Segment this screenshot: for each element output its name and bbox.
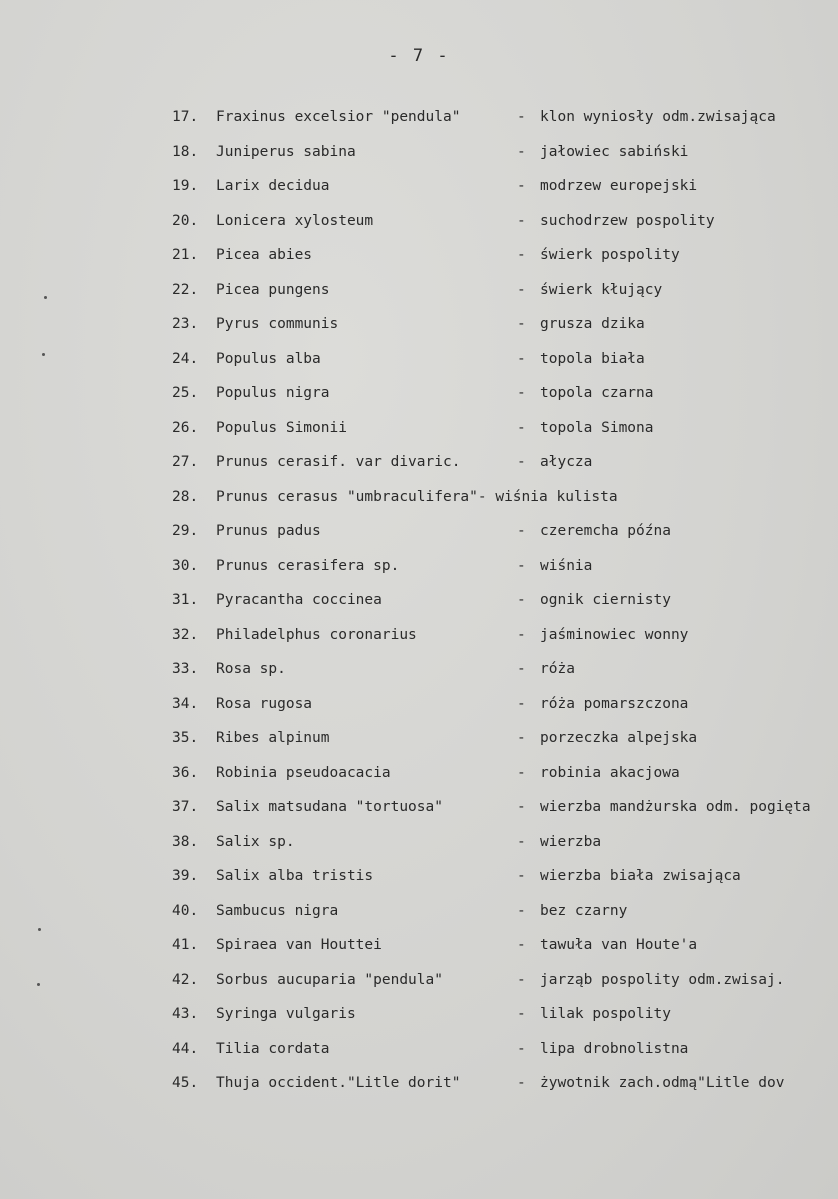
latin-name: Picea pungens [216, 281, 330, 298]
separator-dash: - [517, 109, 526, 125]
separator-dash: - [517, 937, 526, 953]
latin-name: Prunus cerasus "umbraculifera"- wiśnia kulista [216, 488, 618, 505]
latin-name: Larix decidua [216, 178, 330, 194]
latin-name: Fraxinus excelsior "pendula" [216, 109, 461, 125]
separator-dash: - [517, 178, 526, 194]
separator-dash: - [517, 661, 526, 677]
separator-dash: - [517, 281, 526, 298]
latin-name: Salix matsudana "tortuosa" [216, 799, 443, 815]
margin-mark [37, 983, 40, 986]
entry-number: 35. [172, 730, 199, 746]
separator-dash: - [517, 316, 526, 332]
entry-number: 33. [172, 661, 199, 677]
page-number: - 7 - [388, 46, 450, 66]
list-item [0, 212, 838, 247]
separator-dash: - [517, 695, 526, 712]
list-item [0, 1074, 838, 1109]
entry-number: 42. [172, 971, 199, 988]
separator-dash: - [517, 868, 526, 884]
list-item [0, 867, 838, 902]
latin-name: Syringa vulgaris [216, 1006, 356, 1022]
latin-name: Tilia cordata [216, 1040, 330, 1057]
polish-name: tawuła van Houte'a [540, 937, 698, 953]
list-item [0, 384, 838, 419]
separator-dash: - [517, 557, 526, 574]
separator-dash: - [517, 902, 526, 919]
list-item [0, 764, 838, 799]
entry-number: 40. [172, 902, 199, 919]
entry-number: 36. [172, 764, 199, 781]
latin-name: Philadelphus coronarius [216, 626, 417, 643]
list-item [0, 315, 838, 350]
list-item [0, 971, 838, 1006]
latin-name: Salix sp. [216, 833, 295, 850]
list-item [0, 591, 838, 626]
latin-name: Pyrus communis [216, 316, 339, 332]
entry-number: 24. [172, 350, 199, 367]
margin-mark [38, 928, 41, 931]
entry-number: 17. [172, 109, 199, 125]
latin-name: Pyracantha coccinea [216, 592, 382, 608]
polish-name: róża [540, 661, 575, 677]
list-item [0, 419, 838, 454]
latin-name: Lonicera xylosteum [216, 212, 374, 229]
latin-name: Populus Simonii [216, 419, 347, 436]
entry-number: 20. [172, 212, 199, 229]
entry-number: 29. [172, 523, 199, 539]
margin-mark [42, 353, 45, 356]
entry-number: 30. [172, 557, 199, 574]
polish-name: czeremcha późna [540, 523, 671, 539]
separator-dash: - [517, 247, 526, 263]
separator-dash: - [517, 971, 526, 988]
latin-name: Rosa rugosa [216, 695, 313, 712]
polish-name: wierzba biała zwisająca [540, 868, 741, 884]
latin-name: Robinia pseudoacacia [216, 764, 391, 781]
entry-number: 18. [172, 143, 199, 160]
list-item [0, 936, 838, 971]
list-item [0, 1040, 838, 1075]
polish-name: modrzew europejski [540, 178, 698, 194]
polish-name: żywotnik zach.odmą"Litle dov [540, 1075, 785, 1091]
polish-name: wiśnia [540, 557, 593, 574]
list-item [0, 660, 838, 695]
entry-number: 37. [172, 799, 199, 815]
list-item [0, 108, 838, 143]
polish-name: wierzba mandżurska odm. pogięta [540, 799, 811, 815]
polish-name: lipa drobnolistna [540, 1040, 689, 1057]
polish-name: jarząb pospolity odm.zwisaj. [540, 971, 785, 988]
list-item [0, 1005, 838, 1040]
entry-number: 39. [172, 868, 199, 884]
latin-name: Prunus padus [216, 523, 321, 539]
polish-name: topola czarna [540, 385, 654, 401]
latin-name: Populus nigra [216, 385, 330, 401]
polish-name: robinia akacjowa [540, 764, 680, 781]
list-item [0, 453, 838, 488]
latin-name: Juniperus sabina [216, 143, 356, 160]
latin-name: Populus alba [216, 350, 321, 367]
list-item [0, 833, 838, 868]
list-item [0, 695, 838, 730]
list-item [0, 177, 838, 212]
latin-name: Picea abies [216, 247, 313, 263]
latin-name: Prunus cerasif. var divaric. [216, 454, 461, 470]
latin-name: Thuja occident."Litle dorit" [216, 1075, 461, 1091]
list-item [0, 557, 838, 592]
species-list [0, 108, 838, 1109]
separator-dash: - [517, 799, 526, 815]
entry-number: 22. [172, 281, 199, 298]
entry-number: 45. [172, 1075, 199, 1091]
separator-dash: - [517, 626, 526, 643]
list-item [0, 798, 838, 833]
entry-number: 28. [172, 488, 199, 505]
entry-number: 34. [172, 695, 199, 712]
separator-dash: - [517, 1006, 526, 1022]
polish-name: ognik ciernisty [540, 592, 671, 608]
polish-name: suchodrzew pospolity [540, 212, 715, 229]
polish-name: porzeczka alpejska [540, 730, 698, 746]
entry-number: 26. [172, 419, 199, 436]
separator-dash: - [517, 523, 526, 539]
polish-name: wierzba [540, 833, 602, 850]
list-item [0, 488, 838, 523]
separator-dash: - [517, 350, 526, 367]
list-item [0, 729, 838, 764]
entry-number: 25. [172, 385, 199, 401]
polish-name: świerk kłujący [540, 281, 663, 298]
latin-name: Rosa sp. [216, 661, 286, 677]
separator-dash: - [517, 833, 526, 850]
entry-number: 31. [172, 592, 199, 608]
list-item [0, 902, 838, 937]
separator-dash: - [517, 764, 526, 781]
separator-dash: - [517, 592, 526, 608]
list-item [0, 626, 838, 661]
separator-dash: - [517, 212, 526, 229]
list-item [0, 522, 838, 557]
list-item [0, 143, 838, 178]
entry-number: 43. [172, 1006, 199, 1022]
entry-number: 32. [172, 626, 199, 643]
polish-name: lilak pospolity [540, 1006, 671, 1022]
list-item [0, 246, 838, 281]
separator-dash: - [517, 143, 526, 160]
latin-name: Sorbus aucuparia "pendula" [216, 971, 443, 988]
separator-dash: - [517, 1075, 526, 1091]
entry-number: 27. [172, 454, 199, 470]
polish-name: ałycza [540, 454, 593, 470]
polish-name: topola biała [540, 350, 645, 367]
latin-name: Sambucus nigra [216, 902, 339, 919]
polish-name: grusza dzika [540, 316, 645, 332]
latin-name: Salix alba tristis [216, 868, 374, 884]
entry-number: 21. [172, 247, 199, 263]
separator-dash: - [517, 454, 526, 470]
polish-name: róża pomarszczona [540, 695, 689, 712]
margin-mark [44, 296, 47, 299]
entry-number: 23. [172, 316, 199, 332]
polish-name: jałowiec sabiński [540, 143, 689, 160]
polish-name: klon wyniosły odm.zwisająca [540, 109, 776, 125]
latin-name: Spiraea van Houttei [216, 937, 382, 953]
separator-dash: - [517, 730, 526, 746]
latin-name: Ribes alpinum [216, 730, 330, 746]
separator-dash: - [517, 385, 526, 401]
separator-dash: - [517, 1040, 526, 1057]
list-item [0, 350, 838, 385]
polish-name: topola Simona [540, 419, 654, 436]
latin-name: Prunus cerasifera sp. [216, 557, 400, 574]
entry-number: 38. [172, 833, 199, 850]
separator-dash: - [517, 419, 526, 436]
list-item [0, 281, 838, 316]
entry-number: 19. [172, 178, 199, 194]
entry-number: 41. [172, 937, 199, 953]
polish-name: świerk pospolity [540, 247, 680, 263]
polish-name: bez czarny [540, 902, 628, 919]
polish-name: jaśminowiec wonny [540, 626, 689, 643]
entry-number: 44. [172, 1040, 199, 1057]
